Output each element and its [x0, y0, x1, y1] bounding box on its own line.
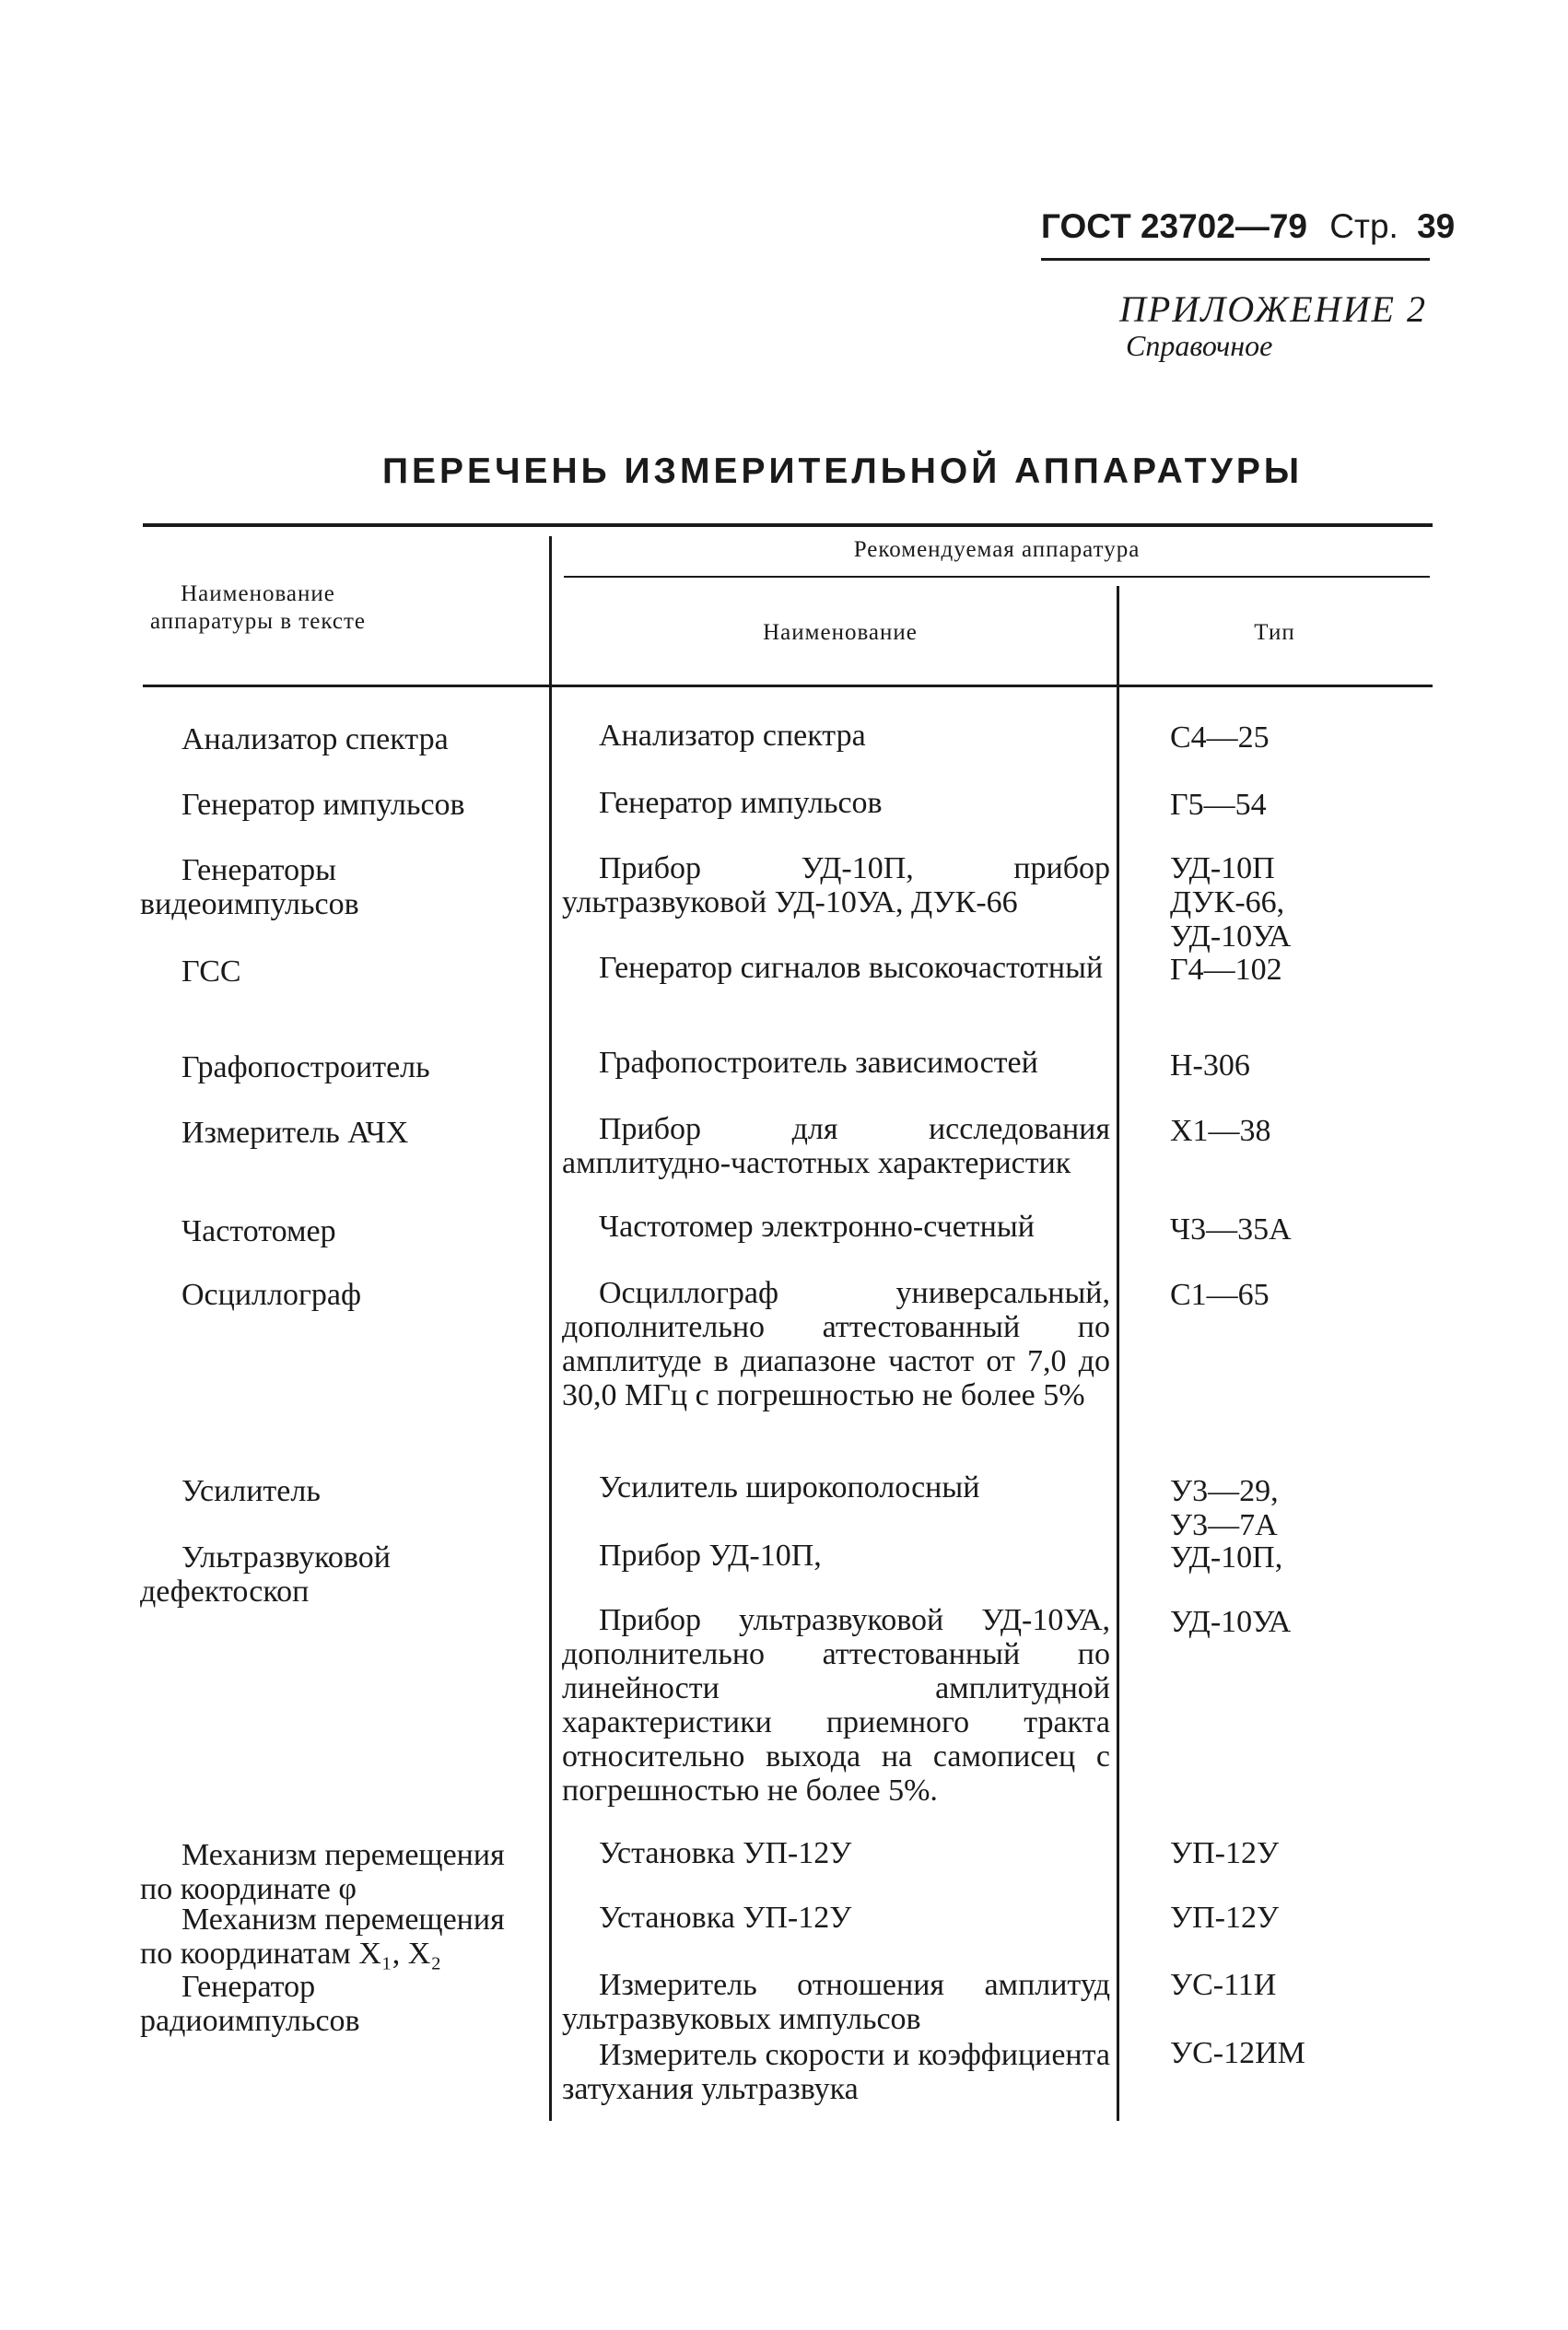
row-2-rec — [562, 786, 1110, 820]
header-rec-name: Наименование — [763, 620, 918, 645]
row-15-rec — [562, 2038, 1110, 2106]
row-9-type: У3—29, У3—7А — [1170, 1474, 1279, 1542]
page-header — [1041, 207, 1455, 246]
row-14-name: Генератор радиоимпульсов — [140, 1970, 360, 2038]
row-5-name: Графопостроитель — [181, 1050, 430, 1084]
row-13-rec — [562, 1901, 1110, 1935]
row-8-rec-text: Осциллограф универсальный, дополнительно аттестованный по амплитуде в диапазоне частот от 7,0 до 30,0 МГц с погрешностью не более 5% — [562, 1276, 1110, 1412]
header-name-in-text: Наименование аппаратуры в тексте — [150, 581, 366, 634]
row-4-rec — [562, 951, 1110, 985]
row-14-rec-text: Измеритель отношения амплитуд ультразвуковых импульсов — [562, 1968, 1110, 2036]
appendix-subtitle: Справочное — [1126, 329, 1273, 362]
page-label: Стр. — [1329, 207, 1398, 245]
row-1-rec — [562, 719, 1110, 753]
row-9-name: Усилитель — [181, 1474, 321, 1508]
header-recommended: Рекомендуемая аппаратура — [853, 537, 1141, 562]
header-bottom-rule — [143, 685, 1433, 687]
row-10-name: Ультразвуковой дефектоскоп — [140, 1540, 391, 1609]
row-6-name: Измеритель АЧХ — [181, 1116, 409, 1150]
row-6-type: Х1—38 — [1170, 1114, 1271, 1148]
row-7-name: Частотомер — [181, 1214, 336, 1248]
row-4-rec-text: Генератор сигналов высокочастотный — [599, 951, 1104, 985]
row-7-rec — [562, 1210, 1110, 1244]
header-rec-type: Тип — [1254, 620, 1295, 645]
document-title: ПЕРЕЧЕНЬ ИЗМЕРИТЕЛЬНОЙ АППАРАТУРЫ — [382, 451, 1304, 491]
row-3-rec — [562, 851, 1110, 919]
row-13-rec-text: Установка УП-12У — [599, 1901, 852, 1935]
row-4-name: ГСС — [181, 954, 241, 989]
row-6-rec — [562, 1112, 1110, 1180]
row-12-rec — [562, 1836, 1110, 1870]
row-1-name: Анализатор спектра — [181, 722, 449, 756]
row-10-rec-text: Прибор УД-10П, — [599, 1539, 822, 1573]
row-1-rec-text: Анализатор спектра — [599, 719, 866, 753]
row-14-rec — [562, 1968, 1110, 2036]
row-2-name: Генератор импульсов — [181, 788, 465, 822]
header-sub-rule — [564, 576, 1430, 578]
row-3-rec-text: Прибор УД-10П, прибор ультразвуковой УД-10УА, ДУК-66 — [562, 851, 1110, 919]
row-9-rec — [562, 1470, 1110, 1505]
row-11-rec — [562, 1603, 1110, 1808]
row-11-rec-text: Прибор ультразвуковой УД-10УА, дополнительно аттестованный по линейности амплитудной характеристики приемного тракта относительно выхода на самописец с погрешностью не более 5%. — [562, 1603, 1110, 1808]
row-11-type: УД-10УА — [1170, 1605, 1292, 1639]
column-divider-right — [1117, 586, 1119, 2121]
appendix-title: ПРИЛОЖЕНИЕ 2 — [1119, 288, 1427, 330]
row-3-type: УД-10П ДУК-66, УД-10УА — [1170, 851, 1292, 954]
row-2-type: Г5—54 — [1170, 788, 1267, 822]
row-10-rec — [562, 1539, 1110, 1573]
row-7-rec-text: Частотомер электронно-счетный — [599, 1210, 1035, 1244]
page-number: 39 — [1417, 207, 1456, 245]
standard-number: ГОСТ 23702—79 — [1041, 207, 1307, 245]
column-divider-left — [549, 536, 552, 2121]
row-8-rec — [562, 1276, 1110, 1412]
row-12-type: УП-12У — [1170, 1836, 1280, 1870]
row-13-type: УП-12У — [1170, 1901, 1280, 1935]
row-6-rec-text: Прибор для исследования амплитудно-частотных характеристик — [562, 1112, 1110, 1180]
row-15-type: УС-12ИМ — [1170, 2036, 1305, 2070]
row-4-type: Г4—102 — [1170, 953, 1282, 987]
row-2-rec-text: Генератор импульсов — [599, 786, 883, 820]
row-14-type: УС-11И — [1170, 1968, 1277, 2002]
row-9-rec-text: Усилитель широкополосный — [599, 1470, 980, 1505]
row-5-type: Н-306 — [1170, 1048, 1250, 1083]
row-15-rec-text: Измеритель скорости и коэффициента затухания ультразвука — [562, 2038, 1110, 2106]
row-10-type: УД-10П, — [1170, 1540, 1283, 1575]
header-rule — [1041, 258, 1430, 261]
row-3-name: Генераторы видеоимпульсов — [140, 853, 359, 921]
row-8-type: С1—65 — [1170, 1278, 1270, 1312]
row-1-type: С4—25 — [1170, 720, 1270, 755]
row-13-name: Механизм перемещения по координатам X₁, X₂ — [140, 1903, 505, 1971]
row-5-rec-text: Графопостроитель зависимостей — [599, 1046, 1038, 1080]
row-12-rec-text: Установка УП-12У — [599, 1836, 852, 1870]
row-8-name: Осциллограф — [181, 1278, 362, 1312]
row-5-rec — [562, 1046, 1110, 1080]
row-7-type: Ч3—35А — [1170, 1212, 1292, 1247]
table-top-rule — [143, 523, 1433, 527]
row-12-name: Механизм перемещения по координате φ — [140, 1838, 505, 1906]
